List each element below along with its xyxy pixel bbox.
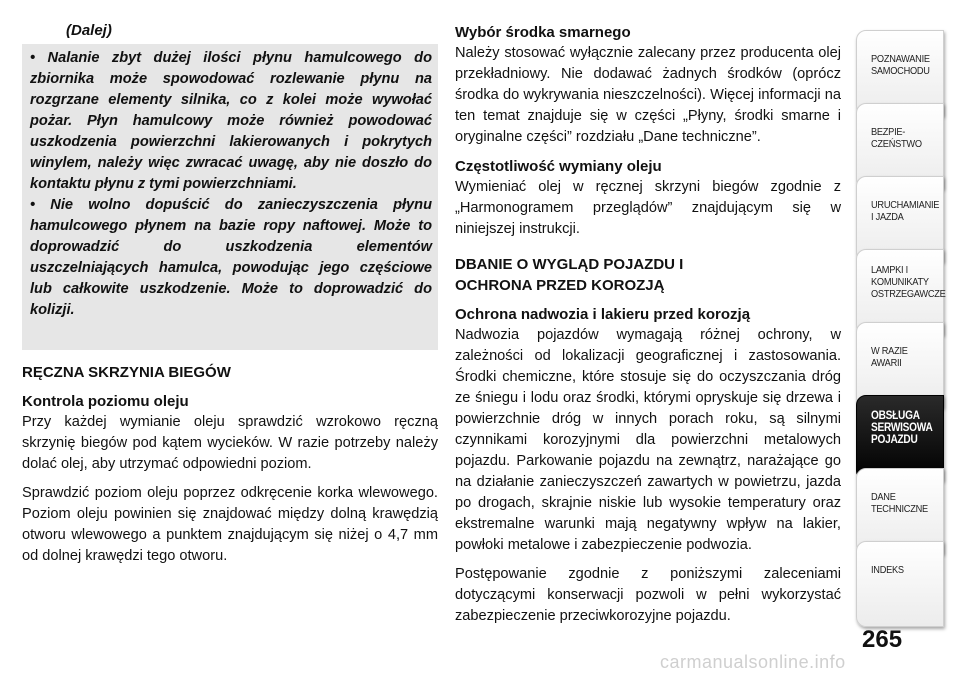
continued-label: (Dalej) — [66, 22, 112, 39]
paragraph: Należy stosować wyłącznie zalecany przez producenta olej przekładniowy. Nie dodawać żadnych środków (oprócz środka do wykrywania nieszczelności). Więcej informacji na ten temat znajduje się w części „Płyny, środki smarne i oryginalne części” rozdziału „Dane techniczne”. — [455, 45, 841, 145]
tab-indeks[interactable] — [856, 541, 944, 627]
subsection-title: Częstotliwość wymiany oleju — [455, 158, 662, 175]
tab-label: POZNAWANIE SAMOCHODU — [871, 53, 930, 77]
section-title-line: DBANIE O WYGLĄD POJAZDU I — [455, 256, 684, 273]
subsection-title: Wybór środka smarnego — [455, 24, 631, 41]
right-column — [455, 22, 841, 627]
paragraph: Postępowanie zgodnie z poniższymi zaleceniami dotyczącymi konserwacji pozwoli w pełni wykorzystać zabezpieczenie przeciwkorozyjne pojazdu. — [455, 566, 841, 624]
tab-label: DANE TECHNICZNE — [871, 491, 928, 515]
tab-label: URUCHAMIANIE I JAZDA — [871, 199, 940, 223]
tab-label: INDEKS — [871, 564, 904, 576]
tab-label: W RAZIE AWARII — [871, 345, 908, 369]
tab-label: BEZPIE- CZEŃSTWO — [871, 126, 922, 150]
subsection-title: Kontrola poziomu oleju — [22, 393, 189, 410]
warning-bullet: • Nalanie zbyt dużej ilości płynu hamulcowego do zbiornika może spowodować rozlewanie płynu na rozgrzane elementy silnika, co z kolei może wywołać pożar. Płyn hamulcowy może również powodować uszkodzenia powierzchni lakierowanych i pokrytych winylem, należy więc zwracać uwagę, aby nie doszło do kontaktu płynu z tymi powierzchniami. — [30, 50, 432, 192]
section-title — [455, 254, 841, 296]
paragraph: Sprawdzić poziom oleju poprzez odkręcenie korka wlewowego. Poziom oleju powinien się znajdować między dolną krawędzią otworu wlewowego a punktem znajdującym się niżej o 4,7 mm od dolnej krawędzi tego otworu. — [22, 485, 438, 564]
paragraph: Nadwozia pojazdów wymagają różnej ochrony, w zależności od lokalizacji geograficznej i zastosowania. Środki chemiczne, które stosuje się do oczyszczania dróg ze śniegu i lodu oraz środki, którymi opryskuje się drzewa i powierzchnie dróg w innych porach roku, są silnymi czynnikami korozyjnymi dla powierzchni metalowych pojazdu. Parkowanie pojazdu na zewnątrz, narażające go na działanie zanieczyszczeń zawartych w powietrzu, jazda po drogach, skrajnie niskie lub wysokie temperatury oraz ekstremalne warunki mają negatywny wpływ na lakier, powłoki metalowe i zabezpieczenie podwozia. — [455, 327, 841, 553]
paragraph: Wymieniać olej w ręcznej skrzyni biegów zgodnie z „Harmonogramem przeglądów” znajdującym się w niniejszej instrukcji. — [455, 179, 841, 237]
tab-label: LAMPKI I KOMUNIKATY OSTRZEGAWCZE — [871, 264, 946, 300]
section-title: RĘCZNA SKRZYNIA BIEGÓW — [22, 364, 231, 381]
section-title-line: OCHRONA PRZED KOROZJĄ — [455, 277, 665, 294]
paragraph: Przy każdej wymianie oleju sprawdzić wzrokowo ręczną skrzynię biegów pod kątem wycieków. W razie potrzeby należy dolać olej, aby utrzymać odpowiedni poziom. — [22, 414, 438, 472]
tab-label: OBSŁUGA SERWISOWA POJAZDU — [871, 410, 933, 446]
page-number: 265 — [862, 626, 903, 653]
subsection-title: Ochrona nadwozia i lakieru przed korozją — [455, 306, 751, 323]
watermark: carmanualsonline.info — [660, 652, 846, 672]
left-column — [22, 362, 438, 567]
warning-bullet: • Nie wolno dopuścić do zanieczyszczenia płynu hamulcowego płynem na bazie ropy naftowej. Może to doprowadzić do uszkodzenia elementów uszczelniających hamulca, powodując jego częściowe lub całkowite uszkodzenie. Może to doprowadzić do kolizji. — [30, 197, 432, 318]
warning-text — [30, 48, 432, 321]
